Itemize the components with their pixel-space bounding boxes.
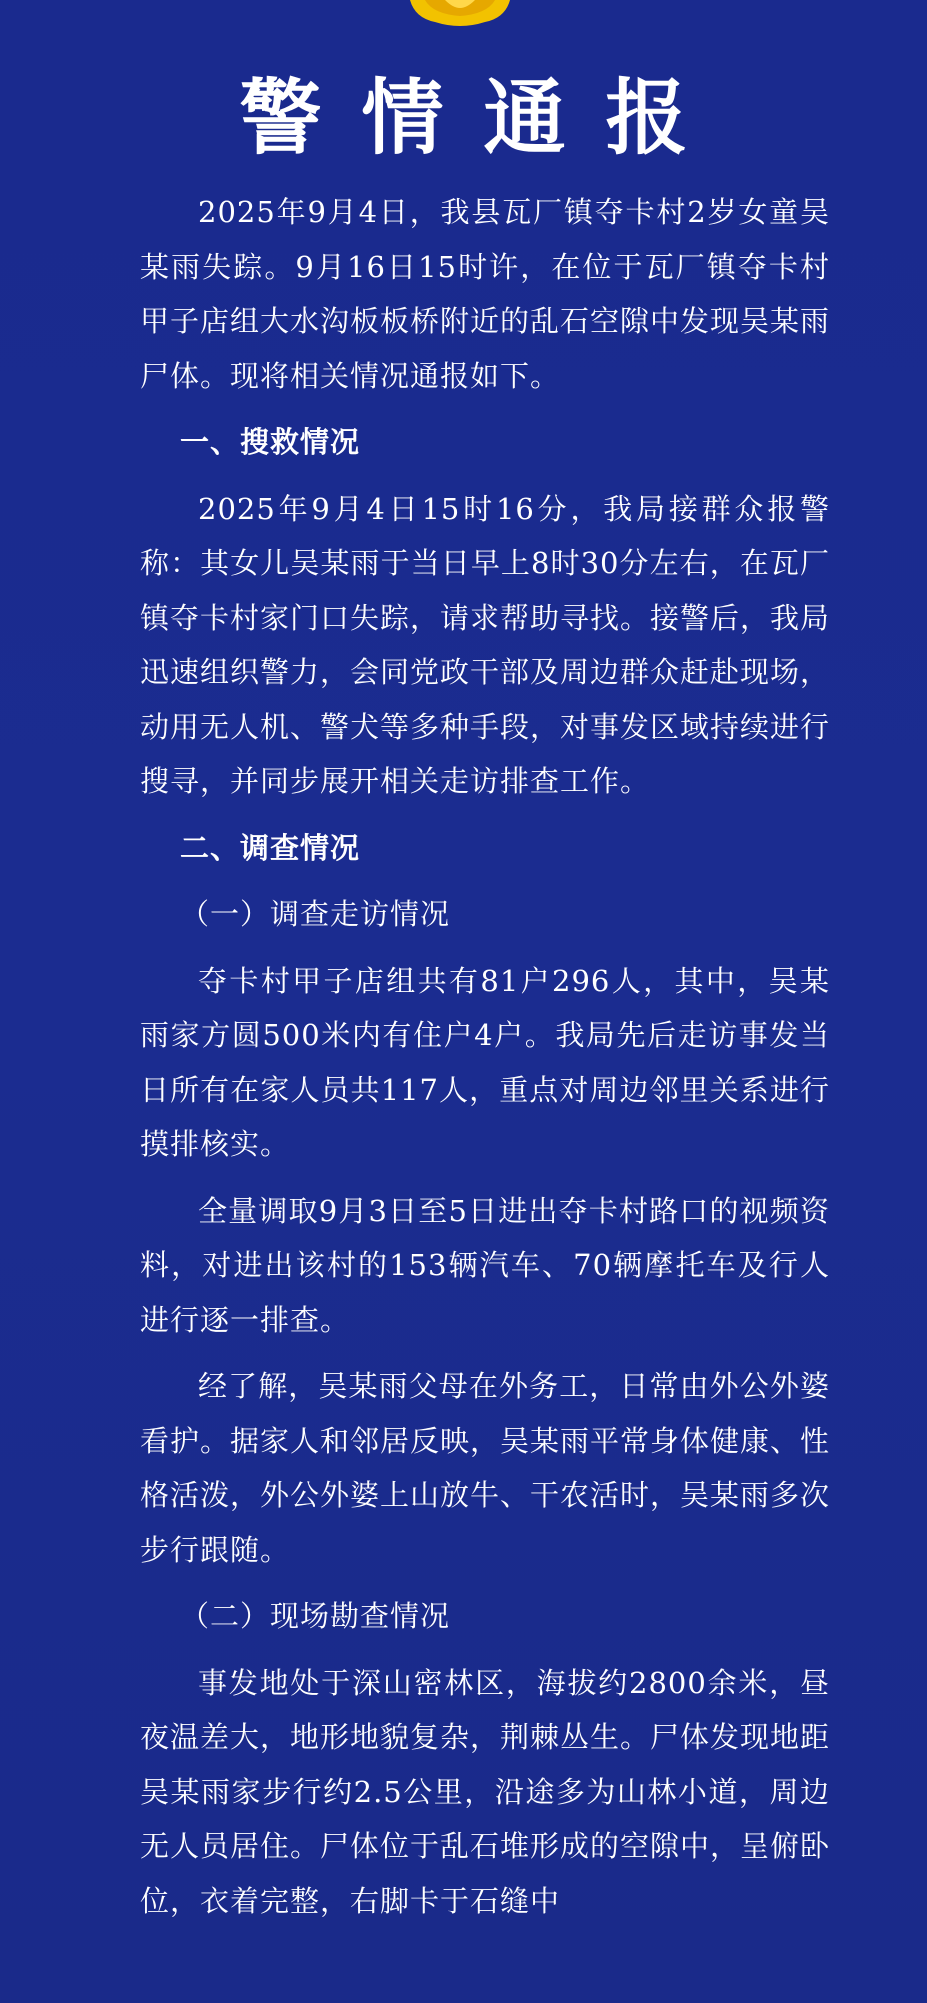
notice-body xyxy=(140,185,830,1940)
section-2-sub-1-paragraph-1: 夺卡村甲子店组共有81户296人，其中，吴某雨家方圆500米内有住户4户。我局先后走访事发当日所有在家人员共117人，重点对周边邻里关系进行摸排核实。 xyxy=(140,963,830,1161)
section-2-sub-1-heading: （一）调查走访情况 xyxy=(180,897,451,931)
section-2-sub-2-paragraph-1: 事发地处于深山密林区，海拔约2800余米，昼夜温差大，地形地貌复杂，荆棘丛生。尸体发现地距吴某雨家步行约2.5公里，沿途多为山林小道，周边无人员居住。尸体位于乱石堆形成的空隙中，呈俯卧位，衣着完整，右脚卡于石缝中 xyxy=(140,1665,831,1918)
section-2-sub-2-heading: （二）现场勘查情况 xyxy=(180,1599,451,1633)
section-1-heading: 一、搜救情况 xyxy=(180,425,361,459)
police-emblem-icon xyxy=(405,0,515,28)
section-1-paragraph: 2025年9月4日15时16分，我局接群众报警称：其女儿吴某雨于当日早上8时30分左右，在瓦厂镇夺卡村家门口失踪，请求帮助寻找。接警后，我局迅速组织警力，会同党政干部及周边群众赶赴现场，动用无人机、警犬等多种手段，对事发区域持续进行搜寻，并同步展开相关走访排查工作。 xyxy=(140,491,831,798)
section-2-sub-1-paragraph-2: 全量调取9月3日至5日进出夺卡村路口的视频资料，对进出该村的153辆汽车、70辆摩托车及行人进行逐一排查。 xyxy=(140,1193,830,1337)
intro-paragraph: 2025年9月4日，我县瓦厂镇夺卡村2岁女童吴某雨失踪。9月16日15时许，在位于瓦厂镇夺卡村甲子店组大水沟板板桥附近的乱石空隙中发现吴某雨尸体。现将相关情况通报如下。 xyxy=(140,195,831,393)
page-title: 警情通报 xyxy=(239,70,728,166)
section-2-sub-1-paragraph-3: 经了解，吴某雨父母在外务工，日常由外公外婆看护。据家人和邻居反映，吴某雨平常身体健康、性格活泼，外公外婆上山放牛、干农活时，吴某雨多次步行跟随。 xyxy=(140,1369,831,1567)
section-2-heading: 二、调查情况 xyxy=(180,830,361,865)
